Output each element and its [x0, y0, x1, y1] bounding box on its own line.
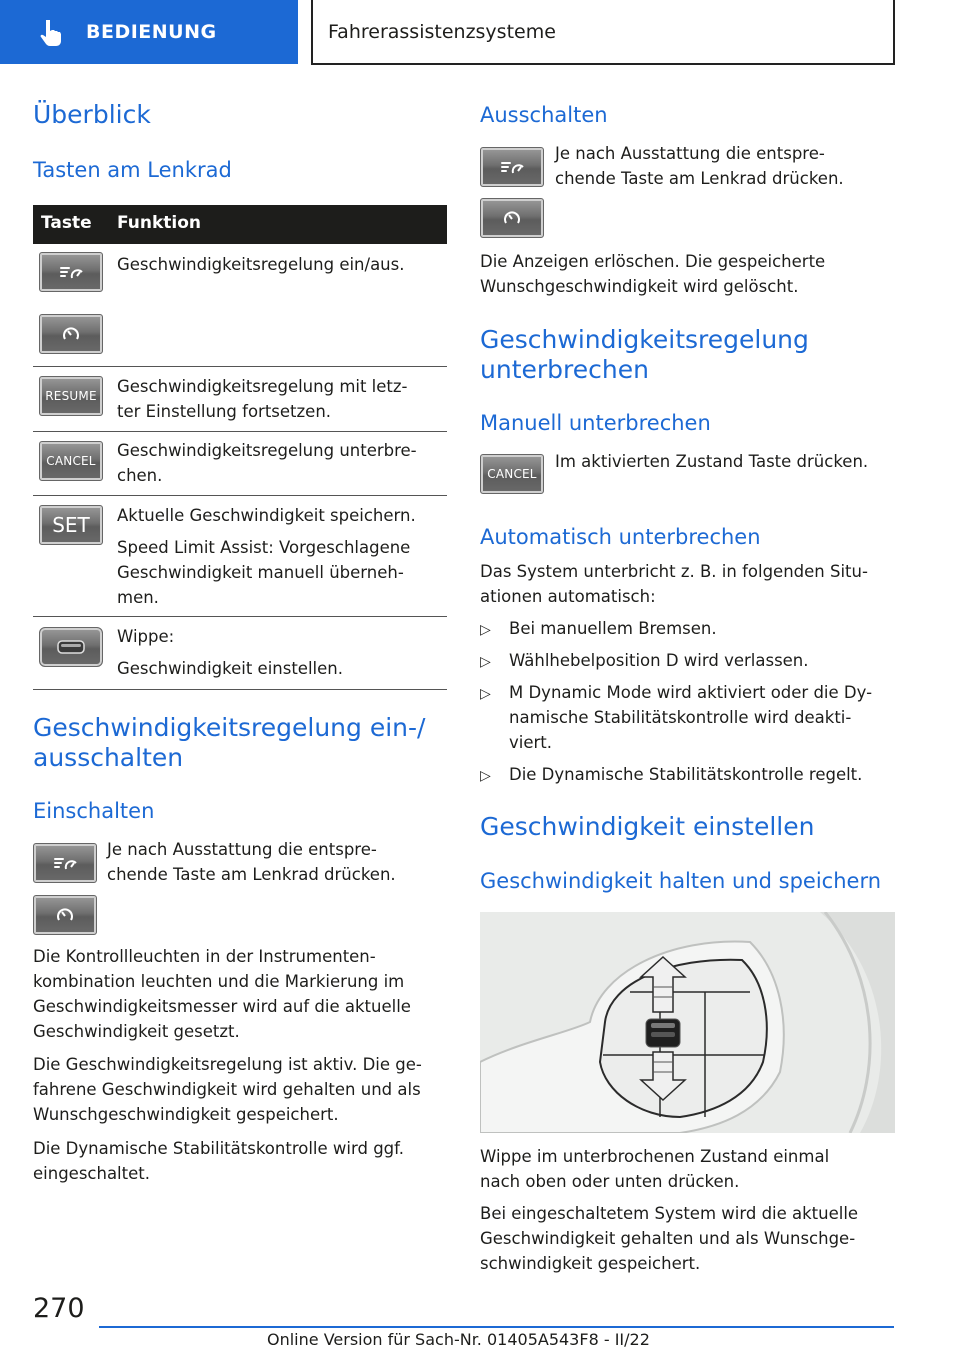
- col-function-header: Funktion: [117, 213, 202, 233]
- section-on-off-heading: Geschwindigkeitsregelung ein-/ ausschalten: [33, 713, 426, 772]
- hand-pointer-icon: [36, 16, 68, 48]
- cruise-control-key-image: [480, 147, 544, 187]
- speedometer-icon: [56, 322, 86, 346]
- row5-text-2: Geschwindigkeit einstellen.: [117, 659, 343, 678]
- switch-on-heading: Einschalten: [33, 799, 155, 823]
- row-divider: [33, 689, 447, 690]
- paragraph: Die Kontrollleuchten in der Instrumenten- kombination leuchten und die Markierung im Geschwindigkeitsmesser wird auf die aktuelle Geschwindigkeit gesetzt.: [33, 947, 411, 1041]
- speedometer-icon: [497, 206, 527, 230]
- paragraph: Die Dynamische Stabilitätskontrolle wird ggf. eingeschaltet.: [33, 1139, 404, 1183]
- row4-text-2: Speed Limit Assist: Vorgeschlagene Geschwindigkeit manuell überneh- men.: [117, 538, 411, 607]
- section-tab[interactable]: [0, 0, 298, 64]
- cruise-on-off-key-image: [480, 198, 544, 238]
- cruise-control-icon: [56, 260, 86, 284]
- cruise-control-key-image: [33, 843, 97, 883]
- row5-text: Wippe:: [117, 627, 175, 646]
- paragraph: Das System unterbricht z. B. in folgenden Situ- ationen automatisch:: [480, 562, 868, 606]
- speedometer-icon: [50, 903, 80, 927]
- steering-wheel-illustration: [480, 912, 895, 1133]
- switch-off-heading: Ausschalten: [480, 103, 608, 127]
- cruise-on-off-key-image: [33, 895, 97, 935]
- section-label: BEDIENUNG: [86, 21, 217, 43]
- set-speed-heading: Geschwindigkeit einstellen: [480, 812, 815, 841]
- cruise-control-key-image: [39, 252, 103, 292]
- page-number: 270: [33, 1293, 85, 1324]
- switch-on-text: Je nach Ausstattung die entspre- chende Taste am Lenkrad drücken.: [107, 840, 396, 884]
- subheading-keys: Tasten am Lenkrad: [33, 158, 232, 182]
- row-divider: [33, 616, 447, 617]
- paragraph: Bei eingeschaltetem System wird die aktuelle Geschwindigkeit gehalten und als Wunschge- schwindigkeit gespeichert.: [480, 1204, 859, 1273]
- hold-speed-heading: Geschwindigkeit halten und speichern: [480, 869, 882, 893]
- row4-text: Aktuelle Geschwindigkeit speichern.: [117, 506, 416, 525]
- table-header: [33, 205, 447, 244]
- row-divider: [33, 366, 447, 367]
- resume-key-image: RESUME: [39, 376, 103, 416]
- row-divider: [33, 495, 447, 496]
- bullet-icon: ▷: [480, 768, 491, 784]
- footer-divider: [99, 1326, 894, 1328]
- bullet-icon: ▷: [480, 686, 491, 702]
- chapter-title: Fahrerassistenzsysteme: [328, 20, 556, 43]
- paragraph: Die Geschwindigkeitsregelung ist aktiv. Die ge- fahrene Geschwindigkeit wird gehalten und als Wunschgeschwindigkeit gespeichert.: [33, 1055, 422, 1124]
- list-item: Die Dynamische Stabilitätskontrolle regelt.: [509, 765, 863, 784]
- row-divider: [33, 431, 447, 432]
- steering-wheel-rocker-image: [480, 912, 895, 1133]
- col-key-header: Taste: [41, 213, 92, 233]
- manual-pause-heading: Manuell unterbrechen: [480, 411, 711, 435]
- row3-text: Geschwindigkeitsregelung unterbre- chen.: [117, 441, 417, 485]
- rocker-key-image: [39, 627, 103, 667]
- manual-pause-text: Im aktivierten Zustand Taste drücken.: [555, 452, 869, 471]
- switch-off-text: Je nach Ausstattung die entspre- chende Taste am Lenkrad drücken.: [555, 144, 844, 188]
- row2-text: Geschwindigkeitsregelung mit letz- ter Einstellung fortsetzen.: [117, 377, 408, 421]
- list-item: M Dynamic Mode wird aktiviert oder die Dy- namische Stabilitätskontrolle wird deakti- viert.: [509, 683, 873, 752]
- bullet-icon: ▷: [480, 622, 491, 638]
- paragraph: Die Anzeigen erlöschen. Die gespeicherte Wunschgeschwindigkeit wird gelöscht.: [480, 252, 826, 296]
- footer-note: Online Version für Sach-Nr. 01405A543F8 - II/22: [267, 1330, 650, 1349]
- list-item: Bei manuellem Bremsen.: [509, 619, 717, 638]
- cruise-control-icon: [50, 851, 80, 875]
- cruise-control-icon: [497, 155, 527, 179]
- paragraph: Wippe im unterbrochenen Zustand einmal nach oben oder unten drücken.: [480, 1147, 830, 1191]
- row1-text: Geschwindigkeitsregelung ein/aus.: [117, 255, 405, 274]
- set-key-image: SET: [39, 505, 103, 545]
- cancel-key-image: CANCEL: [480, 454, 544, 494]
- pause-heading: Geschwindigkeitsregelung unterbrechen: [480, 325, 809, 384]
- list-item: Wählhebelposition D wird verlassen.: [509, 651, 809, 670]
- cruise-on-off-key-image: [39, 314, 103, 354]
- chapter-header: [311, 0, 895, 65]
- page-heading: Überblick: [33, 100, 151, 129]
- rocker-switch-icon: [56, 635, 86, 659]
- bullet-icon: ▷: [480, 654, 491, 670]
- auto-pause-heading: Automatisch unterbrechen: [480, 525, 761, 549]
- cancel-key-image: CANCEL: [39, 441, 103, 481]
